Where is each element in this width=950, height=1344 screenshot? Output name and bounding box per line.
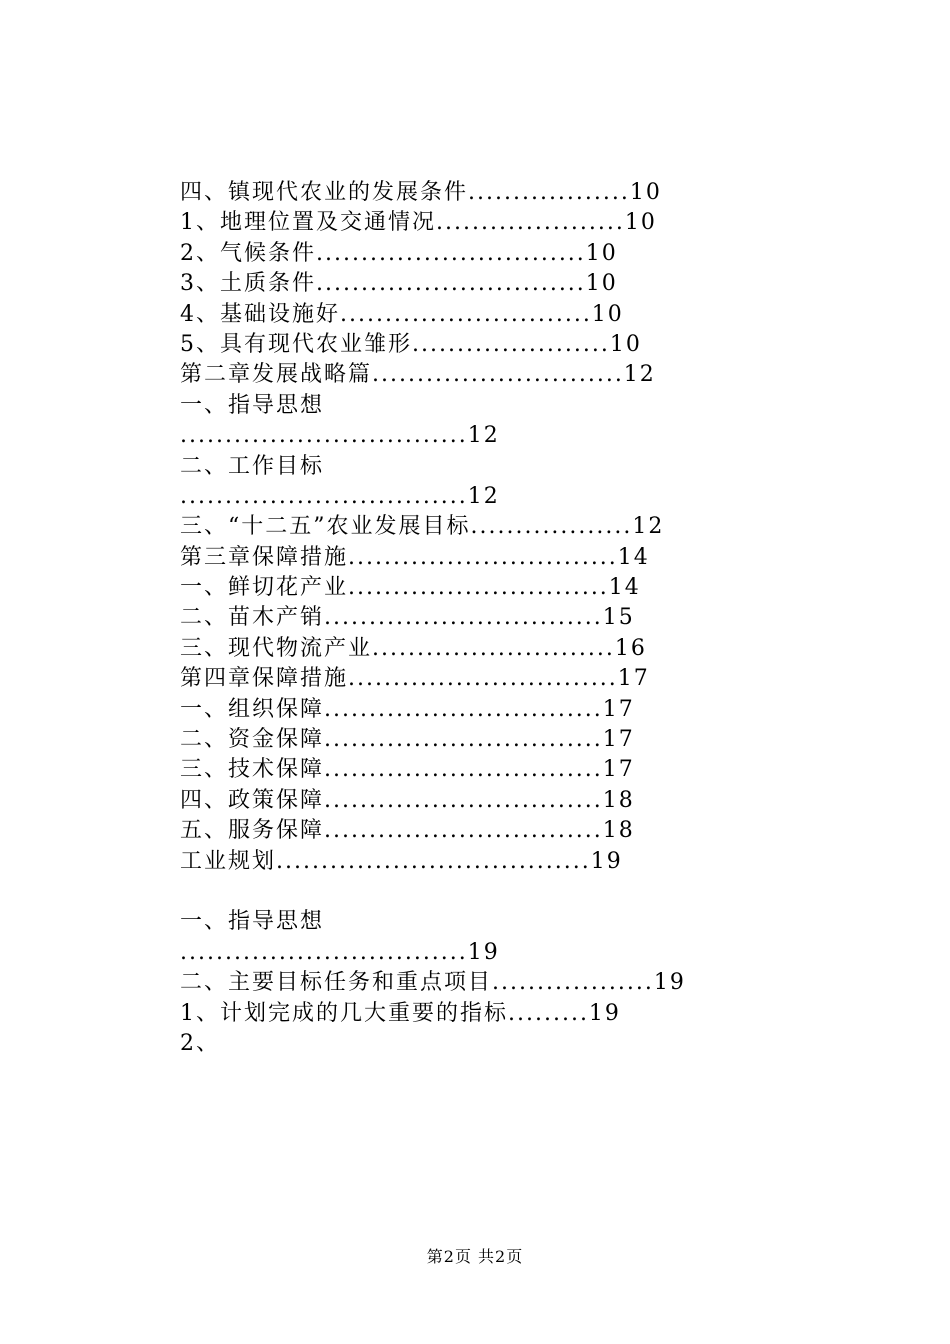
toc-entry: 第二章发展战略篇............................12: [180, 362, 656, 388]
toc-entry: 三、技术保障...............................17: [180, 757, 635, 783]
toc-entry: 2、气候条件..............................10: [180, 240, 618, 266]
toc-entry: 1、地理位置及交通情况.....................10: [180, 210, 657, 236]
page-footer: 第2页 共2页: [426, 1247, 524, 1266]
toc-entry: 一、指导思想: [180, 909, 325, 935]
toc-entry: 四、镇现代农业的发展条件..................10: [180, 180, 662, 205]
toc-entry: 工业规划...................................19: [180, 848, 623, 874]
toc-entry: 二、主要目标任务和重点项目..................19: [180, 970, 686, 996]
toc-entry: 4、基础设施好............................10: [180, 301, 624, 327]
toc-entry: ................................12: [180, 423, 500, 449]
toc-entry: 三、现代物流产业...........................16: [180, 635, 647, 661]
toc-entry: ................................12: [180, 483, 500, 509]
toc-entry: 第三章保障措施..............................14: [180, 544, 650, 570]
toc-entry: 二、工作目标: [180, 453, 325, 479]
toc-entry: [180, 877, 880, 907]
toc-entry: 5、具有现代农业雏形......................10: [180, 331, 642, 357]
toc-entry: 二、苗木产销...............................15: [180, 605, 635, 631]
toc-entry: 三、“十二五”农业发展目标..................12: [180, 514, 665, 540]
toc-entry: 3、土质条件..............................10: [180, 271, 618, 297]
toc-entry: 1、计划完成的几大重要的指标.........19: [180, 1000, 621, 1026]
toc-entry: 四、政策保障...............................18: [180, 787, 635, 813]
toc-entry: 一、鲜切花产业.............................14: [180, 575, 641, 601]
toc-entry: 一、组织保障...............................17: [180, 696, 635, 722]
toc-entry: 第四章保障措施..............................17: [180, 666, 650, 692]
table-of-contents: [180, 178, 880, 1059]
toc-entry: 五、服务保障...............................18: [180, 818, 635, 844]
toc-entry: 二、资金保障...............................17: [180, 727, 635, 753]
toc-entry: ................................19: [180, 939, 500, 965]
toc-entry: 一、指导思想: [180, 392, 325, 418]
toc-entry: 2、: [180, 1030, 220, 1056]
